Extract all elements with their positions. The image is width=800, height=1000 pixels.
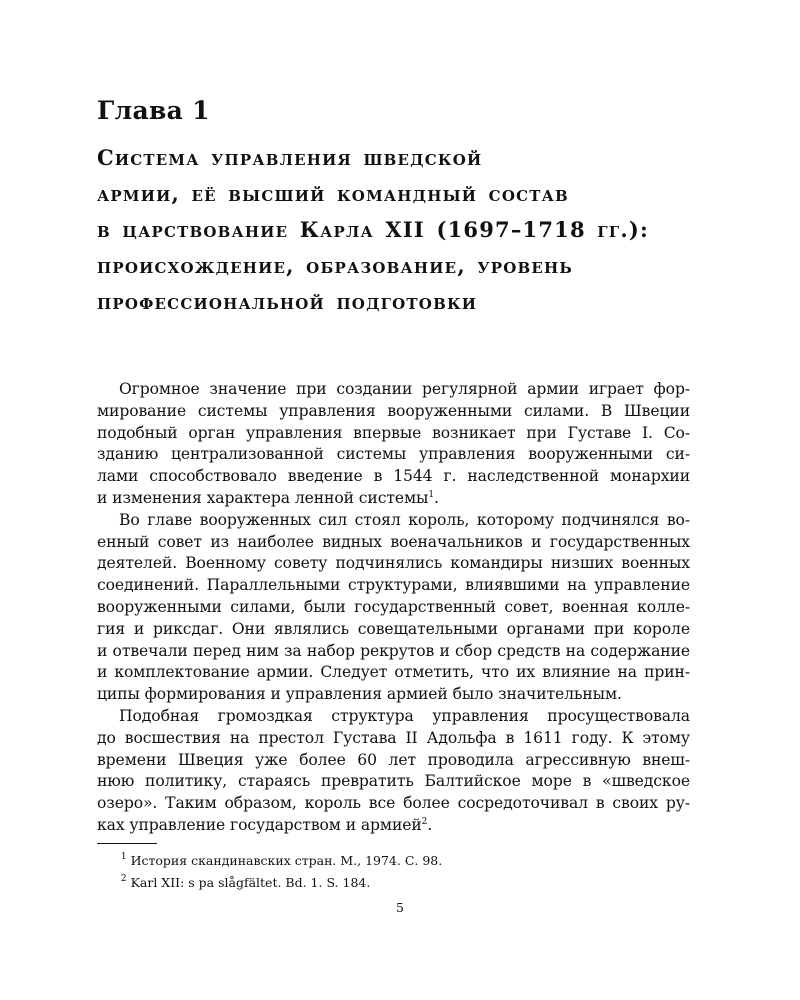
text-line: енный совет из наиболее видных военачальников и государственных <box>97 532 690 551</box>
text-line: и комплектование армии. Следует отметить, что их влияние на прин- <box>97 663 690 682</box>
footnote-number: 1 <box>120 852 127 862</box>
chapter-title-line: профессиональной подготовки <box>97 289 478 314</box>
text-line: зданию централизованной системы управления вооруженными си- <box>97 445 690 464</box>
text-line: вооруженными силами, были государственный совет, военная колле- <box>97 597 690 616</box>
body-text <box>97 379 690 837</box>
footnote-divider <box>97 843 157 844</box>
chapter-title-line: армии, её высший командный состав <box>97 181 569 206</box>
chapter-title-line: в царствование Карла XII (1697–1718 гг.): <box>97 217 650 242</box>
text-line-content: и изменения характера ленной системы <box>97 488 429 507</box>
text-line: до восшествия на престол Густава II Адольфа в 1611 году. К этому <box>97 728 690 747</box>
footnote-ref[interactable]: 2 <box>421 816 428 827</box>
text-line: озеро». Таким образом, король все более сосредоточивал в своих ру- <box>97 794 690 813</box>
footnote-item <box>97 872 690 894</box>
paragraph-1 <box>97 379 690 510</box>
text-line <box>97 488 690 510</box>
text-line <box>97 815 690 837</box>
text-line-end: . <box>427 815 433 834</box>
text-line: Огромное значение при создании регулярной армии играет фор- <box>119 380 690 398</box>
chapter-title-line: Система управления шведской <box>97 145 483 170</box>
chapter-label: Глава 1 <box>97 96 210 125</box>
text-line: Во главе вооруженных сил стоял король, которому подчинялся во- <box>119 510 690 529</box>
footnote-text: Karl XII: s pa slågfältet. Bd. 1. S. 184. <box>130 875 371 890</box>
chapter-title <box>97 140 717 320</box>
footnote-ref[interactable]: 1 <box>428 489 434 500</box>
text-line: нюю политику, стараясь превратить Балтийское море в «шведское <box>97 772 690 791</box>
text-line: деятелей. Военному совету подчинялись командиры низших военных <box>97 554 690 573</box>
text-line: гия и риксдаг. Они являлись совещательными органами при короле <box>97 619 690 638</box>
text-line: лами способствовало введение в 1544 г. наследственной монархии <box>97 467 690 486</box>
paragraph-3 <box>97 706 690 837</box>
text-line: соединений. Параллельными структурами, влиявшими на управление <box>97 576 690 595</box>
chapter-title-line: происхождение, образование, уровень <box>97 253 573 278</box>
paragraph-2 <box>97 510 690 706</box>
text-line-content: ках управление государством и армией <box>97 815 422 834</box>
text-line: времени Швеция уже более 60 лет проводила агрессивную внеш- <box>97 750 690 769</box>
text-line: Подобная громоздкая структура управления просуществовала <box>119 706 690 725</box>
page-number: 5 <box>396 900 404 915</box>
text-line: мирование системы управления вооруженными силами. В Швеции <box>97 401 690 420</box>
footnote-text: История скандинавских стран. М., 1974. С. 98. <box>130 853 443 868</box>
text-line: и отвечали перед ним за набор рекрутов и сбор средств на содержание <box>97 641 690 660</box>
text-line: подобный орган управления впервые возникает при Густаве I. Со- <box>97 423 690 442</box>
text-line: ципы формирования и управления армией было значительным. <box>97 685 622 704</box>
footnote-item <box>97 850 690 872</box>
footnote-number: 2 <box>120 874 127 884</box>
footnotes <box>97 850 690 894</box>
text-line-end: . <box>433 488 439 507</box>
